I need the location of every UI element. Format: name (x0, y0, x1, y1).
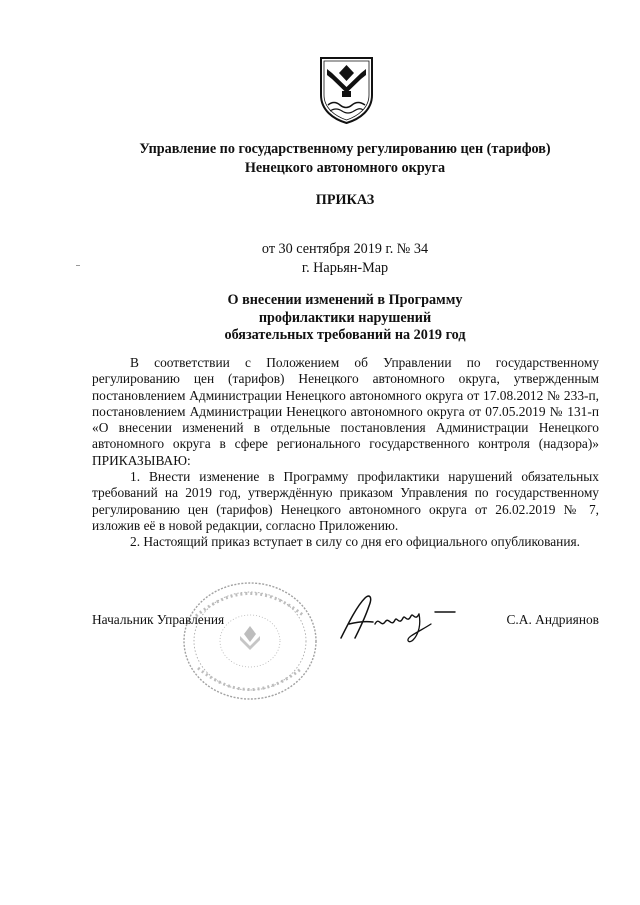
organization-name-line1: Управление по государственному регулированию цен (тарифов) (139, 141, 551, 157)
order-item-1: 1. Внести изменение в Программу профилактики нарушений обязательных требований на 2019 год, утверждённую приказом Управления по государственному регулированию цен (тарифов) Ненецкого автономного округа от 26.02.2019 № 7, изложив её в новой редакции, согласно Приложению. (92, 469, 599, 533)
subject-line3: обязательных требований на 2019 год (224, 327, 466, 343)
margin-tick (76, 265, 80, 266)
round-seal-stamp (176, 576, 324, 706)
organization-name (0, 140, 640, 178)
order-item-2: 2. Настоящий приказ вступает в силу со дня его официального опубликования. (130, 534, 580, 550)
signatory-position: Начальник Управления (92, 612, 225, 627)
document-date-number: от 30 сентября 2019 г. № 34 (261, 241, 429, 257)
handwritten-signature (335, 588, 460, 648)
document-subject (0, 292, 640, 345)
subject-line2: профилактики нарушений (258, 309, 432, 326)
coat-of-arms-icon (318, 55, 375, 125)
document-place: г. Нарьян-Мар (301, 260, 389, 276)
document-type: ПРИКАЗ (315, 192, 375, 208)
organization-name-line2: Ненецкого автономного округа (244, 160, 446, 176)
document-date-block (0, 240, 640, 278)
signatory-name: С.А. Андриянов (506, 612, 599, 627)
subject-line1: О внесении изменений в Программу (227, 292, 463, 308)
document-body (92, 355, 599, 551)
preamble-paragraph: В соответствии с Положением об Управлении по государственному регулированию цен (тарифов) Ненецкого автономного округа, утвержденным постановлением Администрации Ненецкого автономного округа от 17.08.2012 № 233-п, постановлением Администрации Ненецкого автономного округа от 07.05.2019 № 131-п «О внесении изменений в отдельные постановления Администрации Ненецкого автономного округа в сфере регионального государственного контроля (надзора)» ПРИКАЗЫВАЮ: (92, 355, 599, 468)
